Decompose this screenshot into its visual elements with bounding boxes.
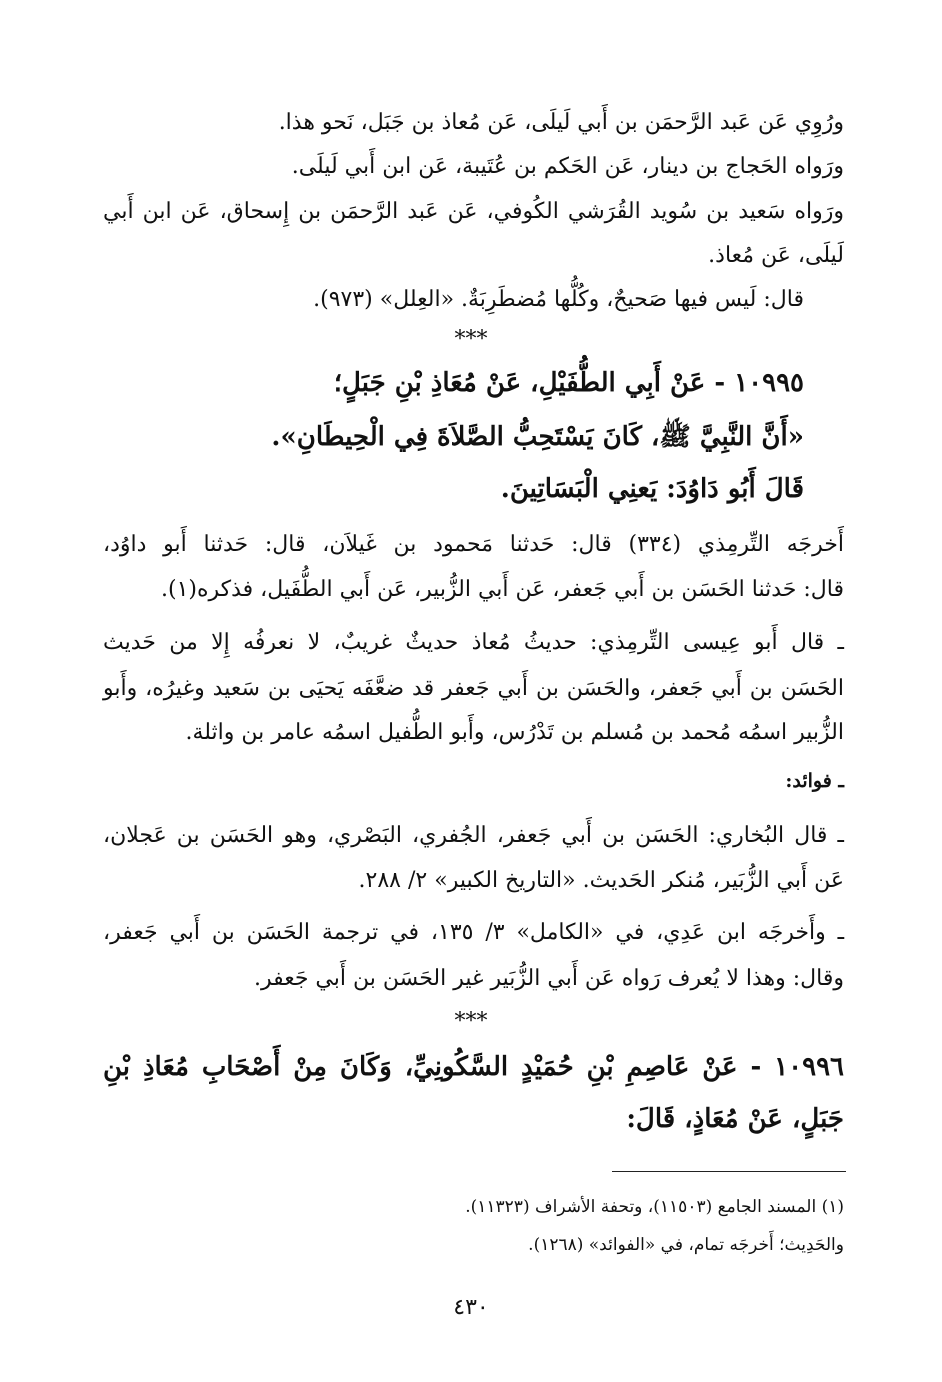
section-separator: *** [454, 1009, 488, 1034]
text-line: وقال: وهذا لا يُعرف رَواه عَن أَبي الزُّبَير غير الحَسَن بن أَبي جَعفر. [253, 966, 844, 991]
footnote: والحَدِيث؛ أَخرجَه تمام، في «الفوائد» (١٢٦٨). [528, 1235, 844, 1255]
footnote: (١) المسند الجامع (١١٥٠٣)، وتحفة الأشراف (١١٣٢٣). [465, 1197, 844, 1217]
page-number: ٤٣٠ [453, 1295, 489, 1320]
text-line: لَيلَى، عَن مُعاذ. [708, 243, 844, 268]
hadith-text: جَبَلٍ، عَنْ مُعَاذٍ، قَالَ: [626, 1104, 844, 1134]
text-line: ـ وأَخرجَه ابن عَدِي، في «الكامل» ٣/ ١٣٥، في ترجمة الحَسَن بن أَبي جَعفر، [103, 920, 845, 945]
text-line: قال: حَدثنا الحَسَن بن أَبي جَعفر، عَن أَبي الزُّبير، عَن أَبي الطُّفَيل، فذكره(١). [161, 577, 844, 602]
footnote-rule [612, 1171, 846, 1172]
text-line: الزُّبير اسمُه مُحمد بن مُسلم بن تَدْرُس، وأَبو الطُّفيل اسمُه عامر بن واثلة. [185, 720, 844, 745]
text-line: الحَسَن بن أَبي جَعفر، والحَسَن بن أَبي جَعفر قد ضعَّفَه يَحيَى بن سَعيد وغيرُه، وأَبو [103, 676, 844, 701]
hadith-heading: ١٠٩٩٦ - عَنْ عَاصِمِ بْنِ حُمَيْدٍ السَّكُونِيِّ، وَكَانَ مِنْ أَصْحَابِ مُعَاذِ بْنِ [103, 1052, 844, 1082]
hadith-text: قَالَ أَبُو دَاوُدَ: يَعنِي الْبَسَاتِينَ. [500, 474, 804, 504]
section-separator: *** [454, 327, 488, 352]
text-line: عَن أَبي الزُّبَير، مُنكر الحَديث. «التاريخ الكبير» ٢/ ٢٨٨. [358, 868, 844, 893]
hadith-heading: ١٠٩٩٥ - عَنْ أَبِي الطُّفَيْلِ، عَنْ مُعَاذِ بْنِ جَبَلٍ؛ [333, 368, 804, 398]
benefits-heading: ـ فوائد: [785, 770, 844, 792]
text-line: أَخرجَه التِّرمِذي (٣٣٤) قال: حَدثنا مَحمود بن غَيلاَن، قال: حَدثنا أَبو داوُد، [103, 532, 844, 557]
text-line: ورَواه الحَجاج بن دينار، عَن الحَكم بن عُتَيبة، عَن ابن أَبي لَيلَى. [291, 154, 844, 179]
text-line: ـ قال البُخاري: الحَسَن بن أَبي جَعفر، الجُفري، البَصْري، وهو الحَسَن بن عَجلان، [103, 823, 844, 848]
text-line: قال: لَيس فيها صَحيحٌ، وكُلُّها مُضطَرِبَةٌ. «العِلل» (٩٧٣). [313, 287, 804, 312]
hadith-text: «أَنَّ النَّبِيَّ ﷺ، كَانَ يَسْتَحِبُّ الصَّلاَةَ فِي الْحِيطَانِ». [271, 422, 804, 452]
text-line: ورَواه سَعيد بن سُويد القُرَشي الكُوفي، عَن عَبد الرَّحمَن بن إِسحاق، عَن ابن أَبي [103, 199, 844, 224]
text-line: ـ قال أَبو عِيسى التِّرمِذي: حديثُ مُعاذ حديثٌ غريبٌ، لا نعرفُه إِلا من حَديث [103, 630, 844, 655]
text-line: ورُوِي عَن عَبد الرَّحمَن بن أَبي لَيلَى، عَن مُعاذ بن جَبَل، نَحو هذا. [278, 110, 844, 135]
